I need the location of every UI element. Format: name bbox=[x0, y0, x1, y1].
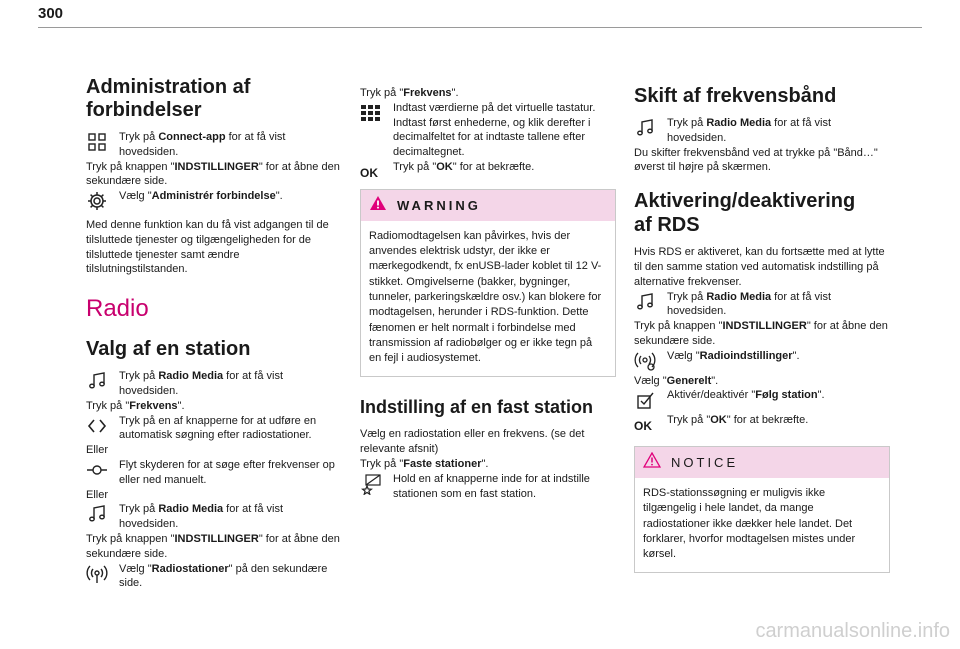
watermark: carmanualsonline.info bbox=[755, 620, 950, 642]
column-3 bbox=[634, 84, 890, 573]
paragraph: Tryk på "Faste stationer". bbox=[360, 458, 489, 471]
heading-radio: Radio bbox=[86, 295, 149, 323]
ok-icon: OK bbox=[360, 165, 378, 180]
step-slider: Flyt skyderen for at søge efter frekvenser op eller ned manuelt. bbox=[86, 458, 342, 488]
warning-box bbox=[360, 189, 616, 378]
paragraph: Vælg "Generelt". bbox=[634, 374, 719, 387]
notice-text: RDS-stationssøgning er muligvis ikke tilgængelig i hele landet, da mange radiostationer ikke dækker hele landet. Det forklarer, hvorfor modtagelsen mistes under kørsel. bbox=[643, 486, 856, 561]
step-radio-media: Tryk på Radio Media for at få vist hovedsiden. bbox=[86, 369, 342, 399]
step-ok: OK Tryk på "OK" for at bekræfte. bbox=[360, 160, 535, 180]
step-radio-media-3: Tryk på Radio Media for at få vist hovedsiden. bbox=[634, 116, 890, 146]
eller: Eller bbox=[86, 444, 109, 457]
checkbox-icon bbox=[634, 389, 656, 411]
paragraph: Vælg en radiostation eller en frekvens. (se det relevante afsnit) bbox=[360, 428, 585, 456]
heading-fast-station: Indstilling af en fast station bbox=[360, 397, 594, 418]
column-1 bbox=[86, 76, 342, 591]
heading-valg-station: Valg af en station bbox=[86, 338, 251, 361]
gear-icon bbox=[86, 190, 108, 212]
warning-title: WARNING bbox=[397, 197, 481, 213]
paragraph: Med denne funktion kan du få vist adgangen til de tilsluttede tjenester og tilgængeligheden for de tilsluttede tjenester samt ændre tilslutningstilstanden. bbox=[86, 218, 329, 276]
paragraph: Tryk på knappen "INDSTILLINGER" for at åbne den sekundære side. bbox=[86, 160, 340, 188]
step-auto-search: Tryk på en af knapperne for at udføre en automatisk søgning efter radiostationer. bbox=[86, 414, 342, 444]
step-administrer: Vælg "Administrér forbindelse". bbox=[86, 189, 342, 204]
paragraph: Du skifter frekvensbånd ved at trykke på "Bånd…" øverst til højre på skærmen. bbox=[634, 146, 878, 174]
column-2 bbox=[360, 86, 616, 501]
heading-rds: Aktivering/deaktivering af RDS bbox=[634, 190, 856, 237]
notice-icon bbox=[643, 452, 661, 473]
radio-settings-icon bbox=[634, 350, 656, 372]
eller: Eller bbox=[86, 488, 109, 501]
music-note-icon bbox=[86, 370, 108, 392]
step-connect-app: Tryk på Connect-app for at få vist hovedsiden. bbox=[86, 130, 342, 160]
warning-icon bbox=[369, 195, 387, 216]
heading-administration: Administration af forbindelser bbox=[86, 76, 251, 121]
step-ok-2: OK Tryk på "OK" for at bekræfte. bbox=[634, 414, 809, 434]
step-radio-media-2: Tryk på Radio Media for at få vist hovedsiden. bbox=[86, 502, 342, 532]
warning-text: Radiomodtagelsen kan påvirkes, hvis der anvendes elektrisk udstyr, der ikke er mærkegodkendt, fx enUSB-lader koblet til 12 V-stikket. Omgivelserne (bakker, bygninger, tunneler, parkeringskældre osv.) kan blokere for modtagelsen, herunder i RDS-funktion. Dette fænomen er helt normalt i forbindelse med transmission af radiobølger og er ikke tegn på en fejl i audiosystemet. bbox=[369, 229, 602, 365]
page-number: 300 bbox=[38, 5, 64, 22]
keypad-icon bbox=[360, 102, 382, 124]
radio-signal-icon bbox=[86, 563, 108, 585]
slider-icon bbox=[86, 459, 108, 481]
paragraph: Tryk på knappen "INDSTILLINGER" for at åbne den sekundære side. bbox=[86, 532, 340, 560]
step-keyboard: Indtast værdierne på det virtuelle tastatur. Indtast først enhederne, og klik derefter i decimalfeltet for at indtaste tallene efter decimaltegnet. bbox=[360, 101, 616, 160]
notice-title: NOTICE bbox=[671, 454, 739, 470]
paragraph: Tryk på "Frekvens". bbox=[86, 399, 185, 412]
paragraph: Tryk på "Frekvens". bbox=[360, 87, 459, 99]
step-radio-media-4: Tryk på Radio Media for at få vist hovedsiden. bbox=[634, 290, 890, 320]
star-preset-icon bbox=[360, 473, 382, 495]
music-note-icon bbox=[634, 117, 656, 139]
step-radiostationer: Vælg "Radiostationer" på den sekundære side. bbox=[86, 562, 342, 592]
chevron-left-right-icon bbox=[86, 415, 108, 437]
paragraph: Hvis RDS er aktiveret, kan du fortsætte med at lytte til den samme station ved automatisk indstilling på alternative frekvenser. bbox=[634, 246, 885, 288]
header-divider bbox=[38, 27, 922, 28]
music-note-icon bbox=[634, 291, 656, 313]
ok-icon: OK bbox=[634, 419, 652, 434]
music-note-icon bbox=[86, 503, 108, 525]
step-preset: Hold en af knapperne inde for at indstille stationen som en fast station. bbox=[360, 472, 616, 502]
connect-app-icon bbox=[86, 131, 108, 153]
paragraph: Tryk på knappen "INDSTILLINGER" for at åbne den sekundære side. bbox=[634, 320, 888, 347]
notice-box bbox=[634, 446, 890, 573]
step-folg-station: Aktivér/deaktivér "Følg station". bbox=[634, 388, 890, 403]
heading-skift: Skift af frekvensbånd bbox=[634, 85, 837, 107]
step-radioindstillinger: Vælg "Radioindstillinger". bbox=[634, 349, 890, 364]
